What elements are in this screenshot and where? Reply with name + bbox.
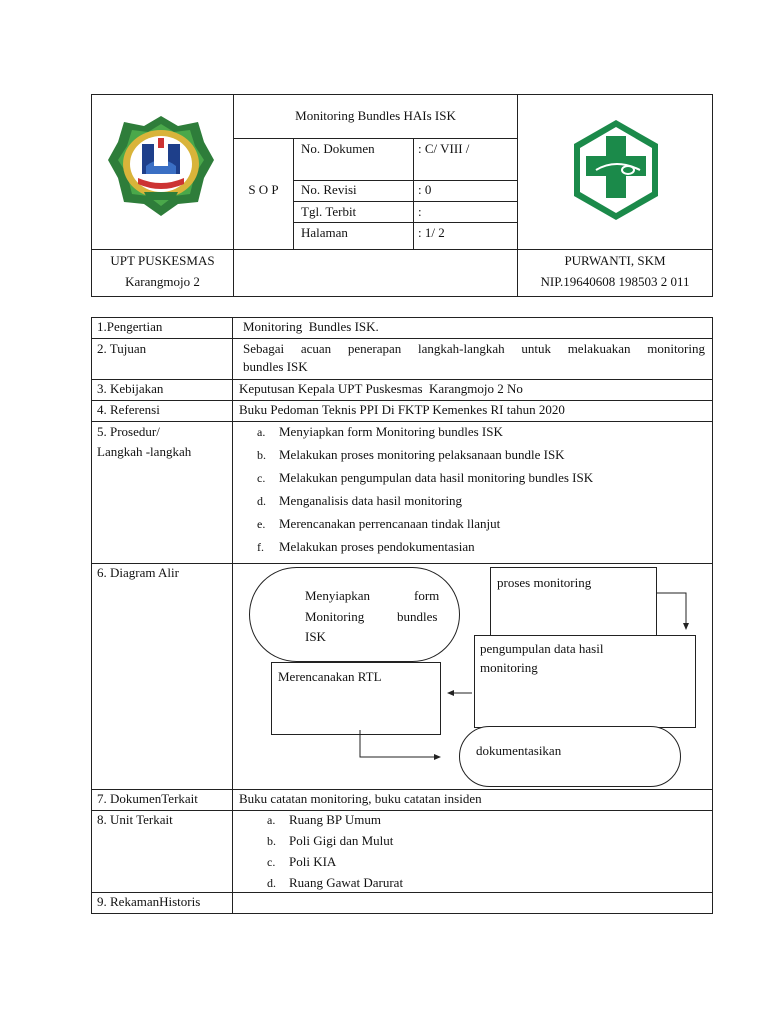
list-item: c. Poli KIA: [267, 854, 337, 869]
flow-node-start-w1: Menyiapkan: [305, 588, 370, 603]
list-item: d. Menganalisis data hasil monitoring: [257, 493, 463, 508]
list-item: a. Ruang BP Umum: [267, 812, 381, 827]
flow-node-start-w5: ISK: [305, 629, 326, 644]
meta-label-revisi: No. Revisi: [301, 182, 357, 197]
meta-value-halaman: : 1/ 2: [418, 225, 445, 240]
meta-label-terbit: Tgl. Terbit: [301, 204, 357, 219]
signer-name: PURWANTI, SKM: [564, 253, 666, 268]
meta-value-dokumen: : C/ VIII /: [418, 141, 470, 156]
flow-node-start-w3: Monitoring: [305, 609, 365, 624]
list-item: b. Melakukan proses monitoring pelaksanaan bundle ISK: [257, 447, 565, 462]
rekaman-label: 9. RekamanHistoris: [97, 894, 201, 909]
flow-node-pengumpulan-l2: monitoring: [480, 660, 538, 675]
prosedur-label-1: 5. Prosedur/: [97, 424, 160, 439]
signer-nip: NIP.19640608 198503 2 011: [540, 274, 690, 289]
org-location: Karangmojo 2: [125, 274, 200, 289]
meta-value-revisi: : 0: [418, 182, 432, 197]
meta-label-halaman: Halaman: [301, 225, 348, 240]
tujuan-line2: bundles ISK: [243, 359, 308, 374]
list-item: f. Melakukan proses pendokumentasian: [257, 539, 475, 554]
list-item: b. Poli Gigi dan Mulut: [267, 833, 394, 848]
dokumen-label: 7. DokumenTerkait: [97, 791, 198, 806]
prosedur-steps: [241, 424, 711, 562]
puskesmas-logo: [570, 118, 662, 222]
meta-label-dokumen: No. Dokumen: [301, 141, 375, 156]
flow-arrows: [240, 565, 710, 789]
kebijakan-label: 3. Kebijakan: [97, 381, 164, 396]
org-name: UPT PUSKESMAS: [110, 253, 215, 268]
regency-logo: [106, 114, 216, 218]
flow-node-dokumentasi-text: dokumentasikan: [476, 743, 562, 758]
flow-node-start-w4: bundles: [397, 609, 438, 624]
list-item: d. Ruang Gawat Darurat: [267, 875, 404, 890]
sop-label: S O P: [248, 182, 279, 197]
pengertian-value: Monitoring Bundles ISK.: [243, 319, 379, 334]
unit-label: 8. Unit Terkait: [97, 812, 173, 827]
dokumen-value: Buku catatan monitoring, buku catatan insiden: [239, 791, 482, 806]
doc-title: Monitoring Bundles HAIs ISK: [295, 108, 456, 123]
list-item: e. Merencanakan perrencanaan tindak llanjut: [257, 516, 501, 531]
flow-node-monitoring-text: proses monitoring: [497, 575, 592, 590]
prosedur-label-2: Langkah -langkah: [97, 444, 192, 459]
kebijakan-value: Keputusan Kepala UPT Puskesmas Karangmojo 2 No: [239, 381, 523, 396]
referensi-value: Buku Pedoman Teknis PPI Di FKTP Kemenkes RI tahun 2020: [239, 402, 565, 417]
tujuan-line1: Sebagai acuan penerapan langkah-langkah untuk melakuakan monitoring: [243, 341, 705, 356]
unit-list: [241, 812, 711, 896]
list-item: a. Menyiapkan form Monitoring bundles ISK: [257, 424, 503, 439]
meta-value-terbit: :: [418, 204, 422, 219]
tujuan-label: 2. Tujuan: [97, 341, 147, 356]
referensi-label: 4. Referensi: [97, 402, 160, 417]
flow-node-rtl-text: Merencanakan RTL: [278, 669, 382, 684]
flow-node-pengumpulan-l1: pengumpulan data hasil: [480, 641, 604, 656]
diagram-label: 6. Diagram Alir: [97, 565, 179, 580]
pengertian-label: 1.Pengertian: [97, 319, 163, 334]
flow-node-start-w2: form: [414, 588, 440, 603]
list-item: c. Melakukan pengumpulan data hasil monitoring bundles ISK: [257, 470, 594, 485]
